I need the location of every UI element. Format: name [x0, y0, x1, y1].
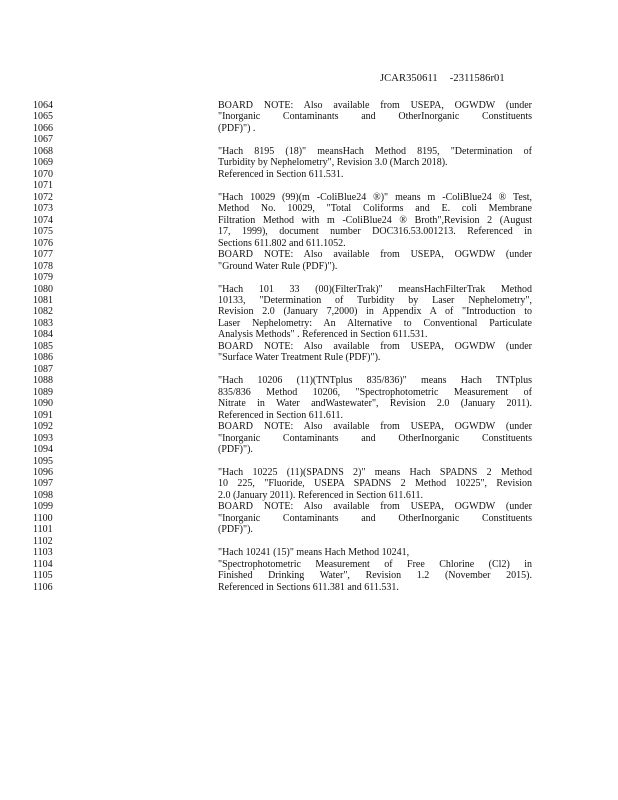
line-number: 1081	[33, 294, 53, 306]
line-text: Laser Nephelometry: An Alternative to Conventional Particulate	[218, 317, 532, 329]
line-number: 1091	[33, 409, 53, 421]
line-number: 1071	[33, 180, 53, 192]
line-text: 2.0 (January 2011). Referenced in Section 611.611.	[218, 489, 423, 501]
line-text: "Ground Water Rule (PDF)").	[218, 260, 338, 272]
line-number: 1095	[33, 455, 53, 467]
line-text: "Inorganic Contaminants and OtherInorganic Constituents	[218, 111, 532, 123]
document-line	[0, 352, 618, 363]
document-line	[0, 456, 618, 467]
document-line	[0, 410, 618, 421]
line-number: 1078	[33, 260, 53, 272]
line-number: 1100	[33, 512, 53, 524]
line-number: 1093	[33, 432, 53, 444]
line-number: 1088	[33, 375, 53, 387]
document-line	[0, 180, 618, 191]
line-text: (PDF)") .	[218, 122, 256, 134]
line-text: Filtration Method with m -ColiBlue24 ® Broth",Revision 2 (August	[218, 214, 532, 226]
line-text: Revision 2.0 (January 7,2000) in Appendix A of "Introduction to	[218, 306, 532, 318]
document-line	[0, 261, 618, 272]
line-number: 1073	[33, 203, 53, 215]
document-line	[0, 513, 618, 524]
document-line	[0, 524, 618, 535]
line-number: 1101	[33, 524, 53, 536]
line-number: 1085	[33, 340, 53, 352]
line-number: 1077	[33, 249, 53, 261]
document-line	[0, 536, 618, 547]
line-number: 1094	[33, 444, 53, 456]
document-code-right: -2311586r01	[449, 73, 505, 84]
document-line	[0, 582, 618, 593]
line-number: 1090	[33, 398, 53, 410]
document-line	[0, 157, 618, 168]
document-line	[0, 146, 618, 157]
line-text: 17, 1999), document number DOC316.53.001213. Referenced in	[218, 226, 532, 238]
document-line	[0, 444, 618, 455]
document-line	[0, 306, 618, 317]
line-text: (PDF)").	[218, 524, 253, 536]
line-number: 1106	[33, 581, 53, 593]
document-code-left: JCAR350611	[380, 73, 438, 84]
line-text: BOARD NOTE: Also available from USEPA, OGWDW (under	[218, 340, 532, 352]
document-line	[0, 364, 618, 375]
line-text: "Surface Water Treatment Rule (PDF)").	[218, 352, 381, 364]
line-number: 1087	[33, 363, 53, 375]
line-text: 10133, "Determination of Turbidity by Laser Nephelometry",	[218, 294, 532, 306]
line-text: "Hach 10225 (11)(SPADNS 2)" means Hach SPADNS 2 Method	[218, 467, 532, 478]
line-number: 1080	[33, 283, 53, 295]
line-text: 10 225, "Fluoride, USEPA SPADNS 2 Method 10225", Revision	[218, 478, 532, 490]
document-line	[0, 329, 618, 340]
line-number: 1084	[33, 329, 53, 341]
document-line	[0, 467, 618, 478]
document-line	[0, 111, 618, 122]
line-number: 1068	[33, 145, 53, 157]
line-number: 1082	[33, 306, 53, 318]
line-number: 1089	[33, 386, 53, 398]
document-line	[0, 547, 618, 558]
line-text: Referenced in Section 611.611.	[218, 409, 344, 421]
document-line	[0, 559, 618, 570]
document-line	[0, 387, 618, 398]
document-line	[0, 478, 618, 489]
line-text: BOARD NOTE: Also available from USEPA, OGWDW (under	[218, 501, 532, 513]
line-number: 1103	[33, 547, 53, 559]
line-number: 1083	[33, 317, 53, 329]
document-line	[0, 192, 618, 203]
line-number: 1075	[33, 226, 53, 238]
document-line	[0, 421, 618, 432]
document-line	[0, 284, 618, 295]
line-text: Turbidity by Nephelometry", Revision 3.0 (March 2018).	[218, 157, 448, 169]
line-number: 1092	[33, 421, 53, 433]
line-number: 1096	[33, 467, 53, 478]
document-line	[0, 433, 618, 444]
document-line	[0, 215, 618, 226]
document-line	[0, 570, 618, 581]
line-text: (PDF)").	[218, 444, 253, 456]
line-number: 1064	[33, 100, 53, 111]
document-line	[0, 226, 618, 237]
line-text: "Inorganic Contaminants and OtherInorganic Constituents	[218, 512, 532, 524]
line-number: 1065	[33, 111, 53, 123]
line-number: 1086	[33, 352, 53, 364]
line-number: 1079	[33, 272, 53, 284]
line-text: "Hach 10029 (99)(m -ColiBlue24 ®)" means m -ColiBlue24 ® Test,	[218, 191, 532, 203]
document-body	[0, 100, 618, 593]
line-text: BOARD NOTE: Also available from USEPA, OGWDW (under	[218, 100, 532, 111]
line-number: 1098	[33, 489, 53, 501]
line-number: 1099	[33, 501, 53, 513]
line-number: 1076	[33, 237, 53, 249]
line-text: 835/836 Method 10206, "Spectrophotometric Measurement of	[218, 386, 532, 398]
line-text: Nitrate in Water andWastewater", Revision 2.0 (January 2011).	[218, 398, 532, 410]
line-text: Referenced in Sections 611.381 and 611.531.	[218, 581, 399, 593]
line-text: Method No. 10029, "Total Coliforms and E. coli Membrane	[218, 203, 532, 215]
document-line	[0, 238, 618, 249]
document-line	[0, 203, 618, 214]
line-number: 1102	[33, 535, 53, 547]
line-text: Referenced in Section 611.531.	[218, 168, 344, 180]
line-number: 1105	[33, 570, 53, 582]
line-text: "Inorganic Contaminants and OtherInorganic Constituents	[218, 432, 532, 444]
line-number: 1067	[33, 134, 53, 146]
line-number: 1069	[33, 157, 53, 169]
document-line	[0, 295, 618, 306]
document-line	[0, 375, 618, 386]
line-text: BOARD NOTE: Also available from USEPA, OGWDW (under	[218, 421, 532, 433]
document-line	[0, 501, 618, 512]
line-text: Sections 611.802 and 611.1052.	[218, 237, 346, 249]
line-text: "Hach 101 33 (00)(FilterTrak)" meansHachFilterTrak Method	[218, 283, 532, 295]
document-line	[0, 341, 618, 352]
document-line	[0, 490, 618, 501]
line-text: "Spectrophotometric Measurement of Free Chlorine (Cl2) in	[218, 558, 532, 570]
line-number: 1070	[33, 168, 53, 180]
line-number: 1074	[33, 214, 53, 226]
document-line	[0, 169, 618, 180]
document-line	[0, 272, 618, 283]
document-line	[0, 100, 618, 111]
line-text: Finished Drinking Water", Revision 1.2 (November 2015).	[218, 570, 532, 582]
line-text: "Hach 10206 (11)(TNTplus 835/836)" means Hach TNTplus	[218, 375, 532, 387]
line-text: "Hach 10241 (15)" means Hach Method 10241,	[218, 547, 410, 559]
line-number: 1104	[33, 558, 53, 570]
line-number: 1066	[33, 122, 53, 134]
line-text: "Hach 8195 (18)" meansHach Method 8195, "Determination of	[218, 145, 532, 157]
document-line	[0, 398, 618, 409]
document-header	[380, 73, 505, 84]
line-text: Analysis Methods" . Referenced in Section 611.531.	[218, 329, 428, 341]
line-text: BOARD NOTE: Also available from USEPA, OGWDW (under	[218, 249, 532, 261]
line-number: 1097	[33, 478, 53, 490]
document-line	[0, 249, 618, 260]
document-line	[0, 123, 618, 134]
document-line	[0, 318, 618, 329]
document-line	[0, 134, 618, 145]
line-number: 1072	[33, 191, 53, 203]
